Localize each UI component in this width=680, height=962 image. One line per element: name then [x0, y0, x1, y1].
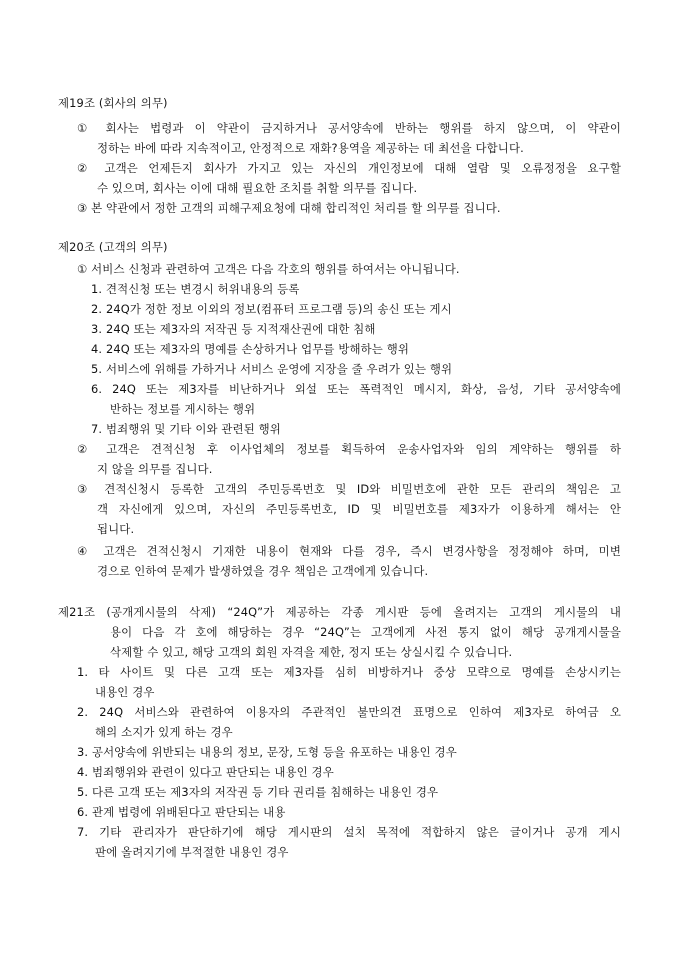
- article-21-subitem-1-line-1: 1. 타 사이트 및 다른 고객 또는 제3자를 심히 비방하거나 중상 모략으로 명예를 손상시키는: [77, 665, 621, 679]
- article-21-subitem-4: 4. 범죄행위와 관련이 있다고 판단되는 내용인 경우: [77, 765, 334, 779]
- article-20-subitem-4: 4. 24Q 또는 제3자의 명예를 손상하거나 업무를 방해하는 행위: [91, 342, 410, 356]
- article-20-subitem-3: 3. 24Q 또는 제3자의 저작권 등 지적재산권에 대한 침해: [91, 322, 376, 336]
- article-21-intro-line-3: 삭제할 수 있고, 해당 고객의 회원 자격을 제한, 정지 또는 상실시킬 수 있습니다.: [110, 645, 513, 659]
- article-21-subitem-2-line-1: 2. 24Q 서비스와 관련하여 이용자의 주관적인 불만의견 표명으로 인하여 제3자로 하여금 오: [77, 705, 621, 719]
- article-21-intro-line-1: 제21조 (공개게시물의 삭제) “24Q”가 제공하는 각종 게시판 등에 올려지는 고객의 게시물의 내: [58, 605, 621, 619]
- article-21-subitem-3: 3. 공서양속에 위반되는 내용의 정보, 문장, 도형 등을 유포하는 내용인 경우: [77, 745, 457, 759]
- article-19-title: 제19조 (회사의 의무): [58, 96, 168, 110]
- article-20-item-2-line-1: ② 고객은 견적신청 후 이사업체의 정보를 획득하여 운송사업자와 임의 계약하는 행위를 하: [77, 442, 621, 456]
- article-19-item-1-line-1: ① 회사는 법령과 이 약관이 금지하거나 공서양속에 반하는 행위를 하지 않으며, 이 약관이: [77, 121, 621, 135]
- article-21-subitem-7-line-1: 7. 기타 관리자가 판단하기에 해당 게시판의 설치 목적에 적합하지 않은 글이거나 공개 게시: [77, 825, 621, 839]
- article-20-item-3-line-1: ③ 견적신청시 등록한 고객의 주민등록번호 및 ID와 비밀번호에 관한 모든 관리의 책임은 고: [77, 482, 621, 496]
- article-20-item-2-line-2: 지 않을 의무를 집니다.: [97, 462, 213, 476]
- article-20-subitem-5: 5. 서비스에 위해를 가하거나 서비스 운영에 지장을 줄 우려가 있는 행위: [91, 362, 453, 376]
- article-19-item-2-line-2: 수 있으며, 회사는 이에 대해 필요한 조치를 취할 의무를 집니다.: [97, 181, 418, 195]
- article-21-subitem-2-line-2: 해의 소지가 있게 하는 경우: [95, 725, 233, 739]
- article-21-subitem-1-line-2: 내용인 경우: [95, 685, 155, 699]
- article-20-subitem-6-line-1: 6. 24Q 또는 제3자를 비난하거나 외설 또는 폭력적인 메시지, 화상, 음성, 기타 공서양속에: [91, 382, 621, 396]
- article-20-subitem-1: 1. 견적신청 또는 변경시 허위내용의 등록: [91, 282, 300, 296]
- article-19-item-1-line-2: 정하는 바에 따라 지속적이고, 안정적으로 재화?용역을 제공하는 데 최선을 다합니다.: [97, 141, 524, 155]
- article-20-subitem-7: 7. 범죄행위 및 기타 이와 관련된 행위: [91, 422, 281, 436]
- article-20-item-4-line-2: 경으로 인하여 문제가 발생하였을 경우 책임은 고객에게 있습니다.: [97, 564, 429, 578]
- article-20-item-4-line-1: ④ 고객은 견적신청시 기재한 내용이 현재와 다를 경우, 즉시 변경사항을 정정해야 하며, 미변: [77, 544, 621, 558]
- article-20-subitem-6-line-2: 반하는 정보를 게시하는 행위: [110, 402, 256, 416]
- article-20-subitem-2: 2. 24Q가 정한 정보 이외의 정보(컴퓨터 프로그램 등)의 송신 또는 게시: [91, 302, 452, 316]
- article-20-item-3-line-3: 됩니다.: [97, 522, 135, 536]
- article-21-subitem-6: 6. 관계 법령에 위배된다고 판단되는 내용: [77, 805, 286, 819]
- article-19-item-2-line-1: ② 고객은 언제든지 회사가 가지고 있는 자신의 개인정보에 대해 열람 및 오류정정을 요구할: [77, 161, 621, 175]
- article-19-item-3: ③ 본 약관에서 정한 고객의 피해구제요청에 대해 합리적인 처리를 할 의무를 집니다.: [77, 201, 501, 215]
- article-20-title: 제20조 (고객의 의무): [58, 240, 168, 254]
- article-20-item-3-line-2: 객 자신에게 있으며, 자신의 주민등록번호, ID 및 비밀번호를 제3자가 이용하게 해서는 안: [97, 502, 621, 516]
- article-21-subitem-5: 5. 다른 고객 또는 제3자의 저작권 등 기타 권리를 침해하는 내용인 경우: [77, 785, 439, 799]
- article-21-intro-line-2: 용이 다음 각 호에 해당하는 경우 “24Q”는 고객에게 사전 통지 없이 해당 공개게시물을: [110, 625, 621, 639]
- article-20-item-1: ① 서비스 신청과 관련하여 고객은 다음 각호의 행위를 하여서는 아니됩니다.: [77, 262, 460, 276]
- article-21-subitem-7-line-2: 판에 올려지기에 부적절한 내용인 경우: [95, 845, 289, 859]
